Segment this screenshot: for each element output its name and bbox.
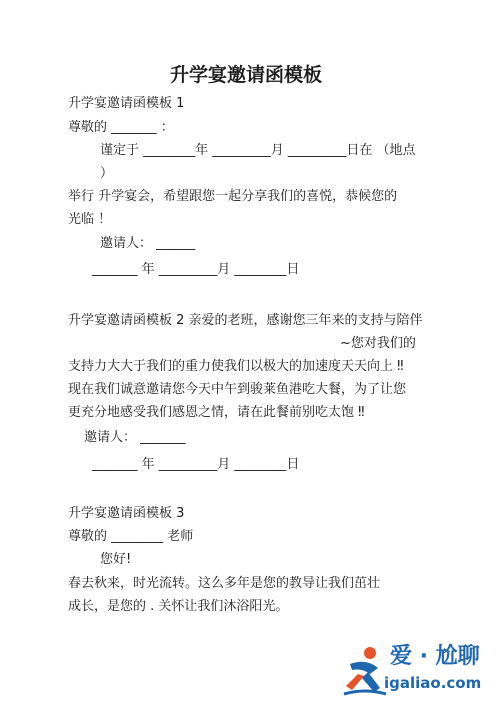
sig-blank: _______ — [92, 457, 142, 472]
section-1-signature-date — [92, 262, 299, 278]
section-2-body-line-2: 现在我们诚意邀请您今天中午到骏莱鱼港吃大餐，为了让您 — [68, 382, 407, 397]
section-3-heading: 升学宴邀请函模板 3 — [68, 506, 185, 521]
watermark — [340, 640, 490, 702]
running-figure-icon — [340, 644, 390, 698]
section-1-salutation: 尊敬的 _______ ： — [68, 120, 174, 135]
sig-month-day: _________月 ________日 — [154, 262, 300, 277]
section-2-body-line-3: 更充分地感受我们感恩之情，请在此餐前别吃太饱 ‼ — [68, 405, 365, 420]
sig-year: 年 — [141, 262, 155, 277]
section-2-body-line-1: 支持力大大于我们的重力使我们以极大的加速度天天向上 ‼ — [68, 359, 404, 374]
section-1-body-line-2: 光临 ！ — [68, 212, 112, 227]
watermark-brand: 爱 · 尬聊 — [390, 644, 480, 669]
section-2-heading-tail: ~您对我们的 — [340, 336, 416, 351]
page-title: 升学宴邀请函模板 — [170, 64, 323, 86]
section-1-heading: 升学宴邀请函模板 1 — [68, 96, 185, 111]
section-3-greeting: 您好! — [100, 552, 132, 567]
sig-year: 年 — [141, 457, 155, 472]
section-3-body-line-2: 成长，是您的 . 关怀让我们沐浴阳光。 — [68, 599, 289, 614]
section-1-date-line: 谨定于 ________年 _________月 _________日在 （地点 — [100, 143, 416, 158]
section-1-inviter: 邀请人： ______ — [100, 236, 196, 251]
section-1-paren: ） — [100, 166, 114, 181]
sig-month-day: _________月 ________日 — [154, 457, 300, 472]
section-1-body-line-1: 举行 升学宴会，希望跟您一起分享我们的喜悦，恭候您的 — [68, 189, 398, 204]
section-3-salutation: 尊敬的 ________ 老师 — [68, 529, 194, 544]
section-2-inviter: 邀请人： _______ — [84, 430, 186, 445]
section-3-body-line-1: 春去秋来，时光流转。这么多年是您的教导让我们茁壮 — [68, 576, 381, 591]
section-2-heading: 升学宴邀请函模板 2 亲爱的老班，感谢您三年来的支持与陪伴 — [68, 313, 423, 328]
watermark-url: igaliao.com — [384, 674, 482, 692]
section-2-signature-date — [92, 457, 299, 473]
sig-blank: _______ — [92, 262, 142, 277]
